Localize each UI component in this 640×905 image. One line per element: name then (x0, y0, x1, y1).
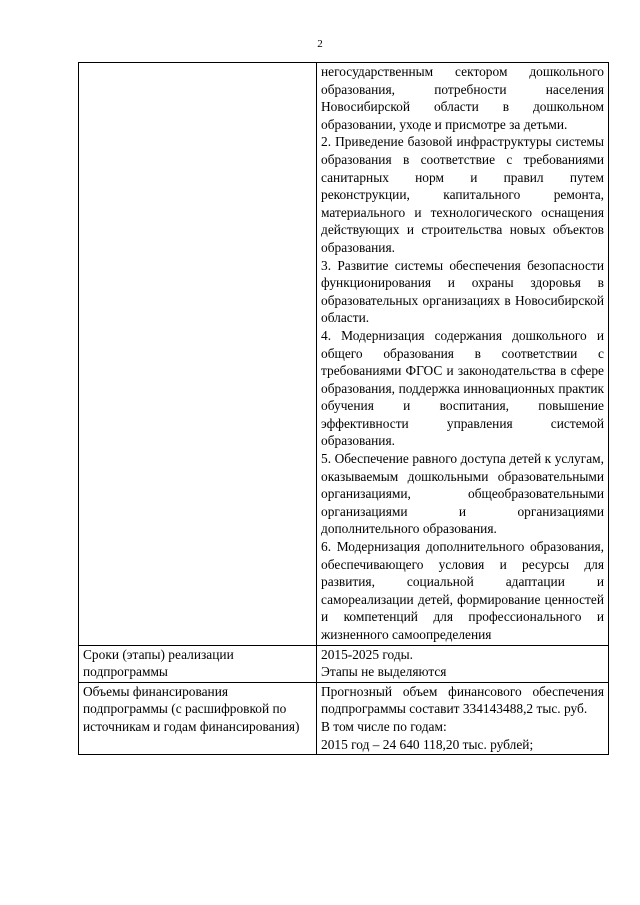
task-paragraph: негосударственным сектором дошкольного образования, потребности населения Новосибирской области в дошкольном образовании, уходе и присмотре за детьми. (321, 64, 604, 132)
terms-paragraph: 2015-2025 годы. (321, 646, 413, 662)
row-label-cell: Сроки (этапы) реализации подпрограммы (79, 645, 317, 682)
task-paragraph: 6. Модернизация дополнительного образования, обеспечивающего условия и ресурсы для развития, социальной адаптации и самореализации детей, формирование ценностей и компетенций для профессионального и жизненного самоопределения (321, 539, 604, 642)
terms-cell (317, 645, 609, 682)
task-paragraph: 4. Модернизация содержания дошкольного и общего образования в соответствии с требованиями ФГОС и законодательства в сфере образования, поддержка инновационных практик обучения и воспитания, повышение эффективности управления системой образования. (321, 327, 604, 449)
task-paragraph: 2. Приведение базовой инфраструктуры системы образования в соответствие с требованиями санитарных норм и правил путем реконструкции, капитального ремонта, материального и технологического оснащения действующих и строительства новых объектов образования. (321, 134, 604, 255)
finance-cell (317, 682, 609, 754)
finance-paragraph: Прогнозный объем финансового обеспечения подпрограммы составит 334143488,2 тыс. руб. (321, 683, 604, 717)
table-row (79, 63, 609, 646)
table-row (79, 682, 609, 754)
task-paragraph: 3. Развитие системы обеспечения безопасности функционирования и охраны здоровья в образовательных организациях в Новосибирской области. (321, 257, 604, 326)
tasks-cell (317, 63, 609, 646)
page-number: 2 (317, 38, 323, 50)
table-row (79, 645, 609, 682)
passport-table (78, 62, 609, 755)
finance-paragraph: В том числе по годам: (321, 718, 447, 734)
row-label-cell: Объемы финансирования подпрограммы (с расшифровкой по источникам и годам финансирования) (79, 682, 317, 754)
task-paragraph: 5. Обеспечение равного доступа детей к услугам, оказываемым дошкольными образовательными организациями, общеобразовательными организациями и организациями дополнительного образования. (321, 451, 604, 537)
finance-paragraph: 2015 год – 24 640 118,20 тыс. рублей; (321, 736, 534, 752)
row-label-cell (79, 63, 317, 646)
terms-paragraph: Этапы не выделяются (321, 664, 447, 680)
